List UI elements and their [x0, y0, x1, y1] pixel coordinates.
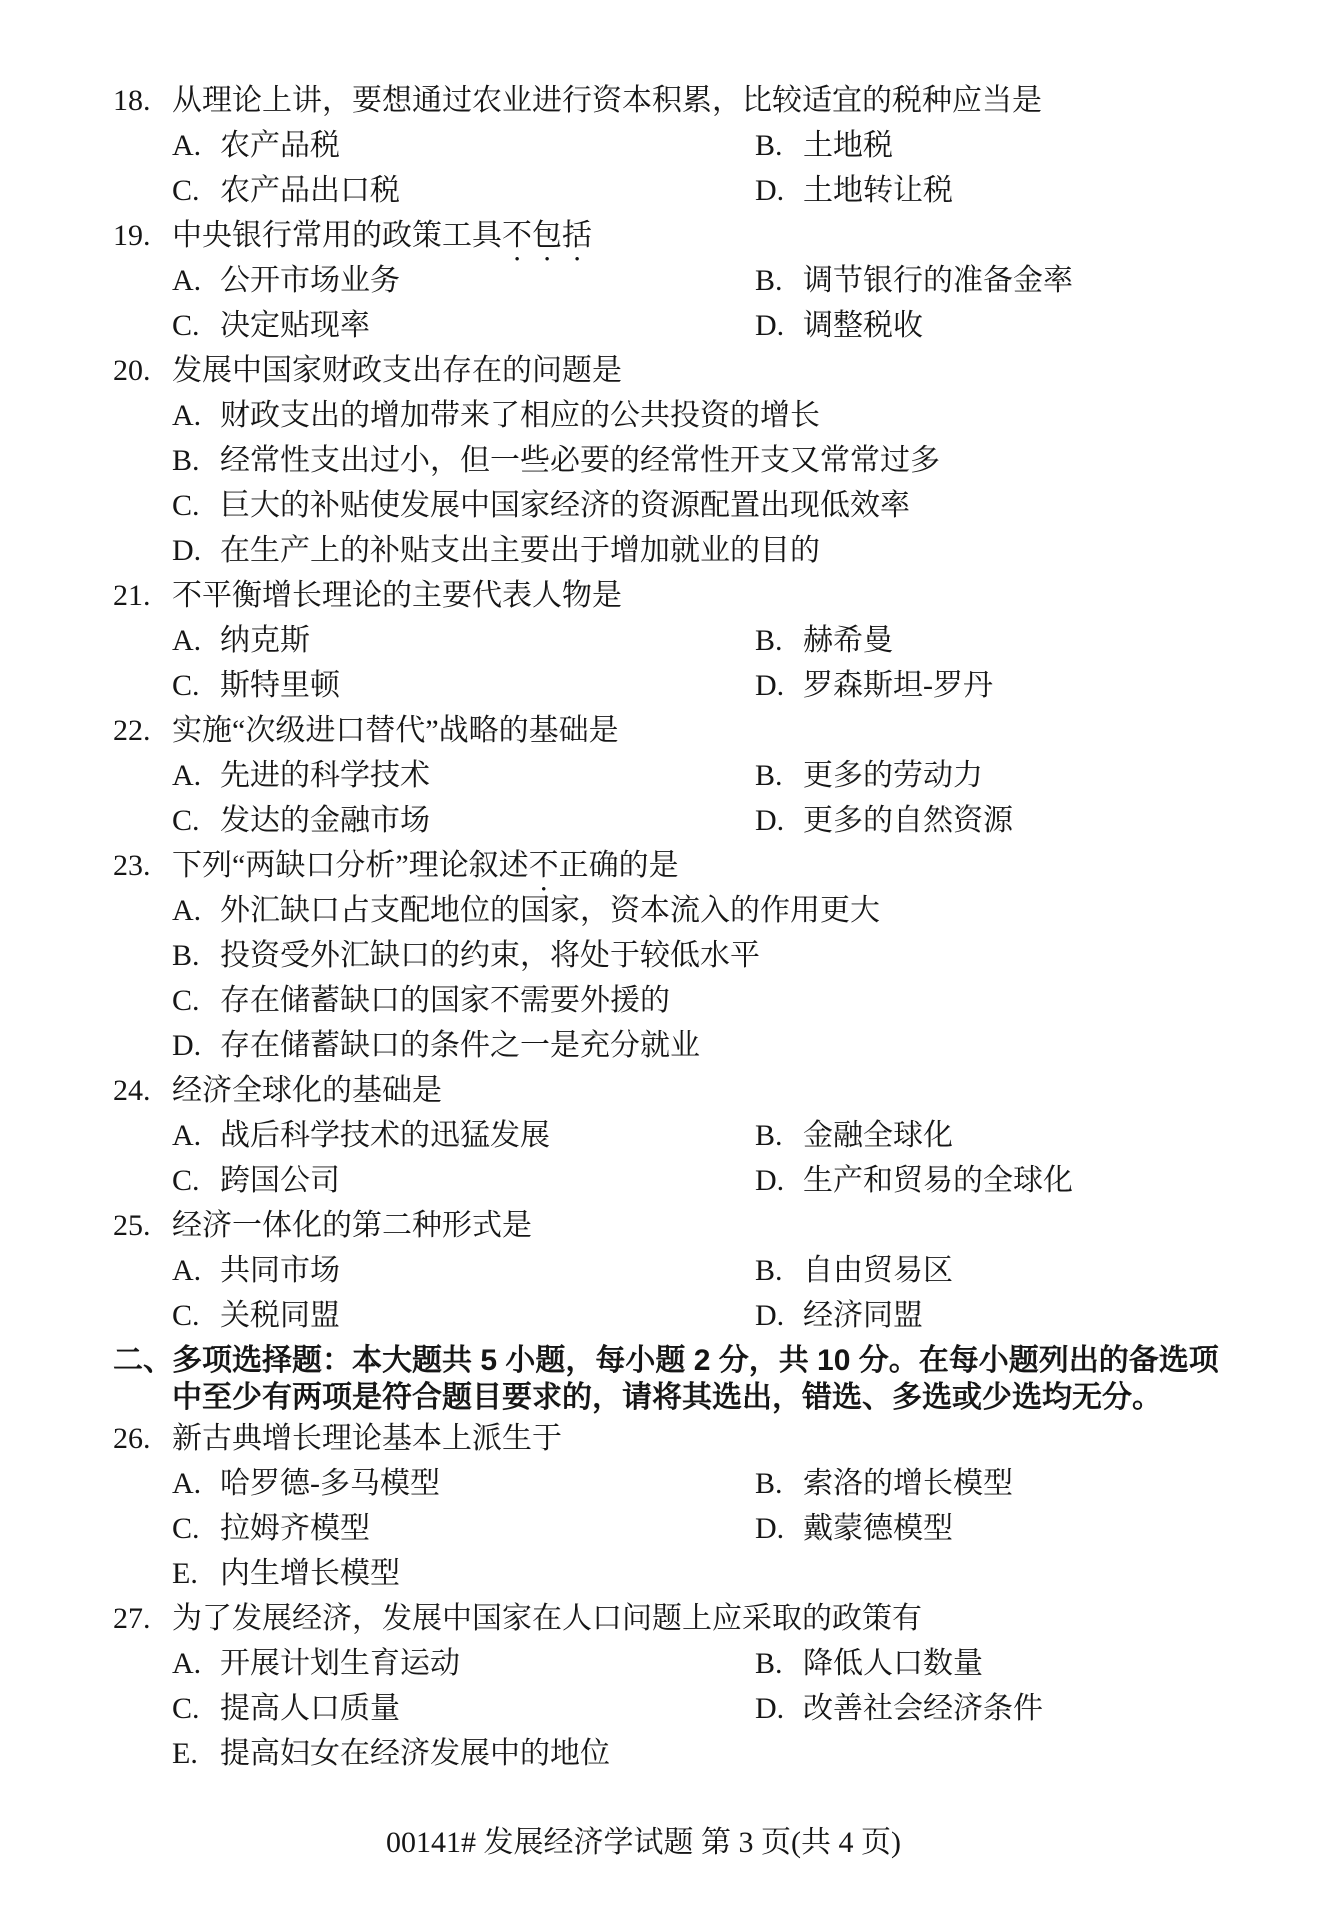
option-label: B.: [755, 759, 783, 792]
option-text: 存在储蓄缺口的国家不需要外援的: [220, 984, 670, 1017]
question-text-pre: 实施“次级进口替代”战略的基础是: [172, 714, 619, 747]
option: [172, 753, 755, 798]
option-row: [0, 753, 1327, 798]
option-row: [0, 798, 1327, 843]
option: [755, 1461, 1327, 1506]
option-label: B.: [755, 1467, 783, 1500]
option-row: [0, 258, 1327, 303]
question-text-post: 正确的是: [558, 849, 679, 882]
option-text: 哈罗德-多马模型: [220, 1467, 440, 1500]
option-label: D.: [755, 669, 785, 702]
option: [172, 663, 755, 708]
option-text: 在生产上的补贴支出主要出于增加就业的目的: [220, 534, 820, 567]
option-text: 内生增长模型: [220, 1557, 400, 1590]
question-number: 20.: [113, 354, 151, 387]
option-label: B.: [755, 1254, 783, 1287]
option-text: 赫希曼: [803, 624, 893, 657]
question-text: [172, 1416, 1327, 1461]
option-row: [0, 888, 1327, 933]
option: [172, 978, 1327, 1023]
option: [172, 1731, 1327, 1776]
option-text: 土地税: [803, 129, 893, 162]
option-row: [0, 1158, 1327, 1203]
option-text: 决定贴现率: [220, 309, 370, 342]
option-label: B.: [172, 939, 200, 972]
question-text-emphasis: 不: [528, 849, 559, 882]
option-text: 战后科学技术的迅猛发展: [220, 1119, 550, 1152]
option-text: 跨国公司: [220, 1164, 340, 1197]
option-label: B.: [755, 1647, 783, 1680]
option-row: [0, 1113, 1327, 1158]
option-text: 更多的劳动力: [803, 759, 983, 792]
option-label: A.: [172, 1467, 202, 1500]
option-label: B.: [755, 129, 783, 162]
question-text-pre: 经济全球化的基础是: [172, 1074, 442, 1107]
option: [172, 933, 1327, 978]
option: [755, 303, 1327, 348]
option-row: [0, 1506, 1327, 1551]
option: [755, 168, 1327, 213]
option: [755, 1641, 1327, 1686]
option-label: D.: [755, 309, 785, 342]
option-text: 外汇缺口占支配地位的国家，资本流入的作用更大: [220, 894, 880, 927]
option: [172, 1248, 755, 1293]
question-number: 18.: [113, 84, 151, 117]
option-label: E.: [172, 1557, 198, 1590]
option-label: D.: [755, 1164, 785, 1197]
option: [755, 663, 1327, 708]
question-number: 22.: [113, 714, 151, 747]
option-text: 共同市场: [220, 1254, 340, 1287]
option-text: 改善社会经济条件: [803, 1692, 1043, 1725]
option-label: A.: [172, 759, 202, 792]
option-text: 索洛的增长模型: [803, 1467, 1013, 1500]
option-row: [0, 663, 1327, 708]
option-text: 经常性支出过小，但一些必要的经常性开支又常常过多: [220, 444, 940, 477]
option-label: A.: [172, 894, 202, 927]
question-text: [172, 708, 1327, 753]
option-row: [0, 1686, 1327, 1731]
option-text: 先进的科学技术: [220, 759, 430, 792]
question-text: [172, 78, 1327, 123]
option-row: [0, 393, 1327, 438]
option-label: A.: [172, 399, 202, 432]
option-text: 提高妇女在经济发展中的地位: [220, 1737, 610, 1770]
option-row: [0, 168, 1327, 213]
option: [172, 618, 755, 663]
option-text: 调节银行的准备金率: [803, 264, 1073, 297]
question-line: [0, 1068, 1327, 1113]
option-text: 生产和贸易的全球化: [803, 1164, 1073, 1197]
option-label: C.: [172, 489, 200, 522]
option: [172, 1461, 755, 1506]
option-label: D.: [755, 1692, 785, 1725]
option: [172, 1686, 755, 1731]
section-header: [0, 1338, 1327, 1416]
option-label: A.: [172, 264, 202, 297]
option: [755, 1158, 1327, 1203]
option-label: A.: [172, 1254, 202, 1287]
option-text: 农产品出口税: [220, 174, 400, 207]
option-label: C.: [172, 174, 200, 207]
option-text: 戴蒙德模型: [803, 1512, 953, 1545]
question-line: [0, 78, 1327, 123]
option: [172, 258, 755, 303]
option: [172, 393, 1327, 438]
option-text: 金融全球化: [803, 1119, 953, 1152]
option-text: 发达的金融市场: [220, 804, 430, 837]
option-label: D.: [172, 534, 202, 567]
option: [172, 168, 755, 213]
question-text-pre: 为了发展经济，发展中国家在人口问题上应采取的政策有: [172, 1602, 922, 1635]
option-text: 纳克斯: [220, 624, 310, 657]
question-text-pre: 下列“两缺口分析”理论叙述: [172, 849, 529, 882]
option-row: [0, 933, 1327, 978]
question-line: [0, 843, 1327, 888]
option-label: A.: [172, 129, 202, 162]
option: [172, 303, 755, 348]
option: [172, 1113, 755, 1158]
option-label: D.: [755, 174, 785, 207]
option-text: 自由贸易区: [803, 1254, 953, 1287]
option-row: [0, 303, 1327, 348]
option-row: [0, 123, 1327, 168]
section-title: 多项选择题：本大题共 5 小题，每小题 2 分，共 10 分。在每小题列出的备选项中至少有两项是符合题目要求的，请将其选出，错选、多选或少选均无分。: [172, 1344, 1219, 1414]
question-text: [172, 1203, 1327, 1248]
page-footer: 00141# 发展经济学试题 第 3 页(共 4 页): [386, 1826, 901, 1859]
option-text: 土地转让税: [803, 174, 953, 207]
option-text: 关税同盟: [220, 1299, 340, 1332]
option-text: 巨大的补贴使发展中国家经济的资源配置出现低效率: [220, 489, 910, 522]
option: [172, 483, 1327, 528]
option: [755, 618, 1327, 663]
option-label: D.: [755, 804, 785, 837]
option-row: [0, 1023, 1327, 1068]
option-row: [0, 618, 1327, 663]
option-text: 公开市场业务: [220, 264, 400, 297]
option-row: [0, 438, 1327, 483]
option: [172, 123, 755, 168]
question-line: [0, 348, 1327, 393]
option-row: [0, 1551, 1327, 1596]
option-label: A.: [172, 624, 202, 657]
option: [172, 1551, 1327, 1596]
option-text: 投资受外汇缺口的约束，将处于较低水平: [220, 939, 760, 972]
option-row: [0, 1641, 1327, 1686]
option-label: C.: [172, 669, 200, 702]
question-text-pre: 从理论上讲，要想通过农业进行资本积累，比较适宜的税种应当是: [172, 84, 1042, 117]
option-row: [0, 528, 1327, 573]
option: [172, 1023, 1327, 1068]
option-label: D.: [755, 1512, 785, 1545]
option: [755, 258, 1327, 303]
question-line: [0, 1203, 1327, 1248]
option: [172, 1158, 755, 1203]
option-text: 更多的自然资源: [803, 804, 1013, 837]
option-text: 财政支出的增加带来了相应的公共投资的增长: [220, 399, 820, 432]
option-text: 提高人口质量: [220, 1692, 400, 1725]
option-label: C.: [172, 1164, 200, 1197]
option-text: 经济同盟: [803, 1299, 923, 1332]
option-label: B.: [755, 624, 783, 657]
question-number: 23.: [113, 849, 151, 882]
option-row: [0, 1731, 1327, 1776]
option: [755, 1686, 1327, 1731]
question-line: [0, 213, 1327, 258]
question-text: [172, 348, 1327, 393]
option-label: B.: [755, 1119, 783, 1152]
option-text: 罗森斯坦-罗丹: [803, 669, 993, 702]
option-label: C.: [172, 984, 200, 1017]
question-text: [172, 573, 1327, 618]
question-line: [0, 1596, 1327, 1641]
question-number: 24.: [113, 1074, 151, 1107]
option-row: [0, 1248, 1327, 1293]
option: [172, 1506, 755, 1551]
section-number: 二、: [113, 1344, 173, 1377]
question-number: 26.: [113, 1422, 151, 1455]
option-label: C.: [172, 1299, 200, 1332]
option-row: [0, 483, 1327, 528]
question-text-pre: 不平衡增长理论的主要代表人物是: [172, 579, 622, 612]
option-label: D.: [172, 1029, 202, 1062]
question-text-pre: 发展中国家财政支出存在的问题是: [172, 354, 622, 387]
question-text: [172, 1596, 1327, 1641]
option: [755, 798, 1327, 843]
option-label: E.: [172, 1737, 198, 1770]
option: [755, 1248, 1327, 1293]
option-label: C.: [172, 1692, 200, 1725]
question-number: 21.: [113, 579, 151, 612]
question-text-pre: 中央银行常用的政策工具: [172, 219, 502, 252]
question-text-emphasis: 不包括: [502, 219, 592, 252]
option: [172, 528, 1327, 573]
question-line: [0, 708, 1327, 753]
option: [172, 438, 1327, 483]
option-text: 拉姆齐模型: [220, 1512, 370, 1545]
option-text: 调整税收: [803, 309, 923, 342]
option-label: D.: [755, 1299, 785, 1332]
question-text-pre: 新古典增长理论基本上派生于: [172, 1422, 562, 1455]
question-number: 19.: [113, 219, 151, 252]
question-number: 27.: [113, 1602, 151, 1635]
option-label: A.: [172, 1119, 202, 1152]
option-label: B.: [755, 264, 783, 297]
question-text-pre: 经济一体化的第二种形式是: [172, 1209, 532, 1242]
option-label: A.: [172, 1647, 202, 1680]
option-label: C.: [172, 1512, 200, 1545]
option: [755, 753, 1327, 798]
option-row: [0, 978, 1327, 1023]
option: [172, 1641, 755, 1686]
option-row: [0, 1461, 1327, 1506]
option-text: 降低人口数量: [803, 1647, 983, 1680]
option-text: 开展计划生育运动: [220, 1647, 460, 1680]
question-number: 25.: [113, 1209, 151, 1242]
option: [755, 1293, 1327, 1338]
question-line: [0, 1416, 1327, 1461]
question-text: [172, 1068, 1327, 1113]
option-row: [0, 1293, 1327, 1338]
option-text: 斯特里顿: [220, 669, 340, 702]
option-text: 农产品税: [220, 129, 340, 162]
question-line: [0, 573, 1327, 618]
option-label: C.: [172, 804, 200, 837]
option-label: C.: [172, 309, 200, 342]
option: [755, 1113, 1327, 1158]
option: [755, 1506, 1327, 1551]
option-text: 存在储蓄缺口的条件之一是充分就业: [220, 1029, 700, 1062]
option: [172, 1293, 755, 1338]
option: [172, 888, 1327, 933]
option: [172, 798, 755, 843]
option-label: B.: [172, 444, 200, 477]
option: [755, 123, 1327, 168]
